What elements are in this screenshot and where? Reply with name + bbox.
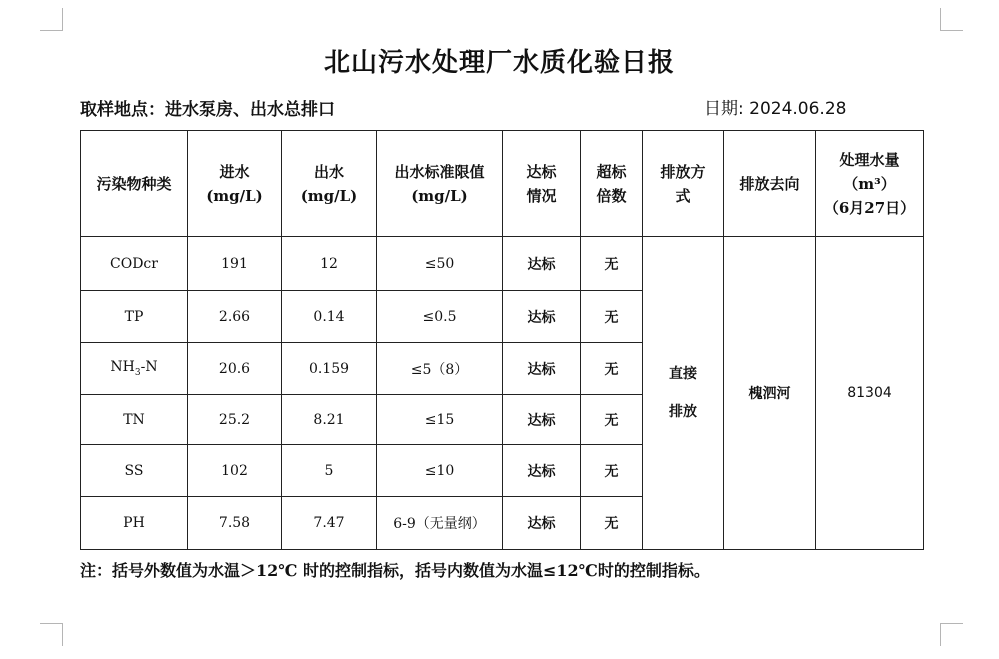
- table-row: [81, 237, 924, 291]
- cell-influent: 7.58: [188, 497, 282, 550]
- cell-limit: ≤15: [377, 395, 503, 445]
- header-discharge-destination: 排放去向: [724, 131, 816, 237]
- cell-discharge-destination: 槐泗河: [724, 237, 816, 550]
- cell-effluent: 0.14: [282, 291, 377, 343]
- report-title: 北山污水处理厂水质化验日报: [323, 48, 675, 78]
- header-limit: 出水标准限值 (mg/L): [377, 131, 503, 237]
- sampling-location: 取样地点：进水泵房、出水总排口: [80, 100, 335, 120]
- cell-pollutant: SS: [81, 445, 188, 497]
- cell-compliance: 达标: [503, 237, 581, 291]
- cell-compliance: 达标: [503, 445, 581, 497]
- table-header-row: [81, 131, 924, 237]
- cell-compliance: 达标: [503, 497, 581, 550]
- cell-compliance: 达标: [503, 343, 581, 395]
- cell-limit: 6-9（无量纲）: [377, 497, 503, 550]
- cell-limit: ≤0.5: [377, 291, 503, 343]
- cell-influent: 20.6: [188, 343, 282, 395]
- cell-exceed: 无: [581, 237, 643, 291]
- cell-exceed: 无: [581, 497, 643, 550]
- water-quality-table: [80, 130, 924, 550]
- header-exceed: 超标 倍数: [581, 131, 643, 237]
- cell-compliance: 达标: [503, 291, 581, 343]
- cell-effluent: 12: [282, 237, 377, 291]
- header-compliance: 达标 情况: [503, 131, 581, 237]
- cell-treated-volume: 81304: [816, 237, 924, 550]
- cell-exceed: 无: [581, 395, 643, 445]
- cell-influent: 25.2: [188, 395, 282, 445]
- header-effluent: 出水 (mg/L): [282, 131, 377, 237]
- header-influent: 进水 (mg/L): [188, 131, 282, 237]
- cell-influent: 191: [188, 237, 282, 291]
- cell-compliance: 达标: [503, 395, 581, 445]
- report-date: 日期: 2024.06.28: [704, 99, 847, 119]
- cell-exceed: 无: [581, 291, 643, 343]
- cell-limit: ≤10: [377, 445, 503, 497]
- cell-effluent: 7.47: [282, 497, 377, 550]
- cell-exceed: 无: [581, 445, 643, 497]
- cell-exceed: 无: [581, 343, 643, 395]
- header-pollutant: 污染物种类: [81, 131, 188, 237]
- cell-pollutant: PH: [81, 497, 188, 550]
- header-treated-volume: 处理水量 （m³） （6月27日）: [816, 131, 924, 237]
- cell-limit: ≤50: [377, 237, 503, 291]
- page-corner-mark: [940, 623, 963, 646]
- cell-discharge-method: 直接 排放: [643, 237, 724, 550]
- cell-influent: 102: [188, 445, 282, 497]
- cell-limit: ≤5（8）: [377, 343, 503, 395]
- cell-pollutant: CODcr: [81, 237, 188, 291]
- cell-pollutant: TP: [81, 291, 188, 343]
- page-corner-mark: [940, 8, 963, 31]
- page-corner-mark: [40, 623, 63, 646]
- cell-effluent: 5: [282, 445, 377, 497]
- header-discharge-method: 排放方 式: [643, 131, 724, 237]
- cell-influent: 2.66: [188, 291, 282, 343]
- cell-pollutant: TN: [81, 395, 188, 445]
- cell-effluent: 0.159: [282, 343, 377, 395]
- cell-pollutant: $NH_3-N$: [81, 343, 188, 395]
- page-corner-mark: [40, 8, 63, 31]
- footnote: 注：括号外数值为水温＞12℃ 时的控制指标，括号内数值为水温≤12℃时的控制指标。: [80, 561, 710, 580]
- cell-effluent: 8.21: [282, 395, 377, 445]
